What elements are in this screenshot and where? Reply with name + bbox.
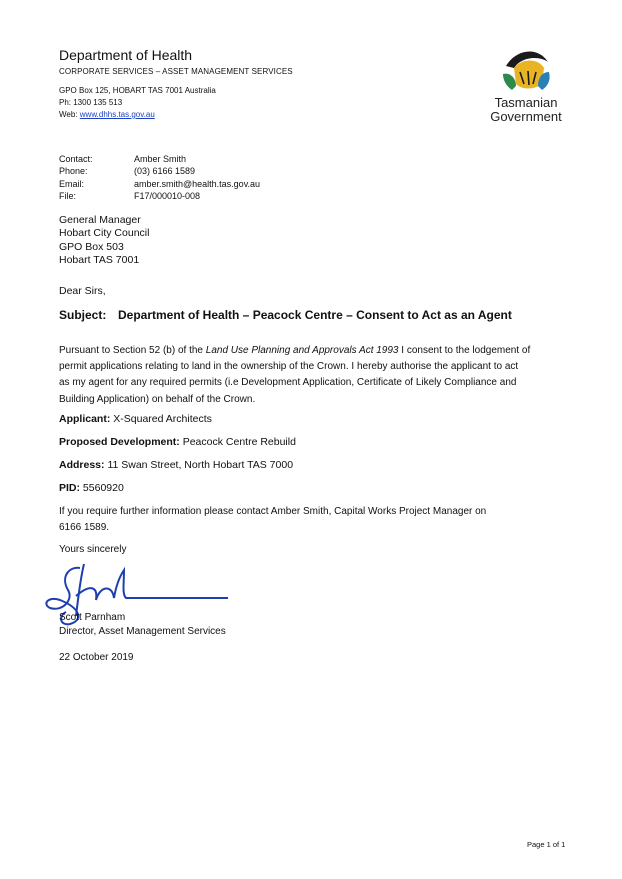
logo-text-government: Government (490, 109, 562, 124)
pid-label: PID: (59, 482, 80, 494)
body-text: Pursuant to Section 52 (b) of the (59, 345, 206, 356)
applicant-value: X-Squared Architects (113, 413, 212, 425)
act-title: Land Use Planning and Approvals Act 1993 (205, 345, 399, 356)
signer-name: Scott Parnham (59, 612, 126, 623)
tasmanian-tiger-emblem-icon (476, 44, 576, 96)
paragraph-line (59, 343, 564, 359)
paragraph-line: If you require further information please contact Amber Smith, Capital Works Project Manager on (59, 506, 487, 517)
further-info-paragraph (59, 504, 486, 536)
web-link[interactable]: www.dhhs.tas.gov.au (79, 110, 155, 119)
file-label: File: (59, 190, 77, 201)
subject-text: Department of Health – Peacock Centre – Consent to Act as an Agent (118, 308, 512, 322)
recipient-line: Hobart City Council (59, 227, 150, 240)
contact-block (59, 153, 260, 202)
recipient-line: Hobart TAS 7001 (59, 254, 140, 267)
phone-label: Phone: (59, 166, 88, 177)
paragraph-line: as my agent for any required permits (i.e Development Application, Certificate of Likely Compliance and (59, 377, 517, 389)
phone-line: Ph: 1300 135 513 (59, 98, 123, 107)
closing: Yours sincerely (59, 544, 127, 555)
division-name: CORPORATE SERVICES – ASSET MANAGEMENT SERVICES (59, 67, 293, 76)
recipient-address (59, 214, 149, 268)
paragraph-line: Building Application) on behalf of the Crown. (59, 393, 256, 405)
department-name: Department of Health (59, 47, 193, 63)
letter-date: 22 October 2019 (59, 652, 134, 663)
web-line (59, 110, 155, 119)
phone-row (59, 165, 260, 177)
body-text: I consent to the lodgement of (398, 345, 531, 356)
web-label: Web: (59, 110, 78, 119)
paragraph-line: permit applications relating to land in the ownership of the Crown. I hereby authorise the applicant to act (59, 361, 519, 373)
paragraph-line: 6166 1589. (59, 522, 110, 534)
development-field (59, 436, 296, 448)
salutation: Dear Sirs, (59, 285, 106, 297)
address-label: Address: (59, 459, 105, 471)
tasmanian-government-logo (476, 44, 576, 129)
subject-label: Subject: (59, 308, 107, 322)
postal-address: GPO Box 125, HOBART TAS 7001 Australia (59, 86, 216, 95)
signer-title: Director, Asset Management Services (59, 625, 226, 637)
pid-value: 5560920 (82, 482, 124, 494)
email-row (59, 178, 260, 190)
signer-block (59, 611, 226, 638)
page-number: Page 1 of 1 (527, 840, 566, 849)
file-value: F17/000010-008 (134, 190, 201, 201)
recipient-line: General Manager (59, 214, 141, 226)
pid-field (59, 482, 124, 494)
logo-text-tasmanian: Tasmanian (494, 95, 558, 110)
contact-value: Amber Smith (134, 154, 187, 164)
applicant-field (59, 413, 212, 425)
applicant-label: Applicant: (59, 413, 111, 425)
phone-value: (03) 6166 1589 (134, 166, 196, 177)
address-value: 11 Swan Street, North Hobart TAS 7000 (107, 459, 294, 471)
contact-row (59, 153, 260, 165)
contact-label: Contact: (59, 154, 93, 164)
development-value: Peacock Centre Rebuild (182, 436, 296, 448)
development-label: Proposed Development: (59, 436, 180, 448)
file-row (59, 190, 260, 202)
subject-line (59, 308, 512, 322)
email-value: amber.smith@health.tas.gov.au (134, 178, 261, 189)
consent-paragraph (59, 343, 564, 408)
recipient-line: GPO Box 503 (59, 240, 124, 253)
email-label: Email: (59, 178, 85, 189)
address-field (59, 459, 293, 471)
